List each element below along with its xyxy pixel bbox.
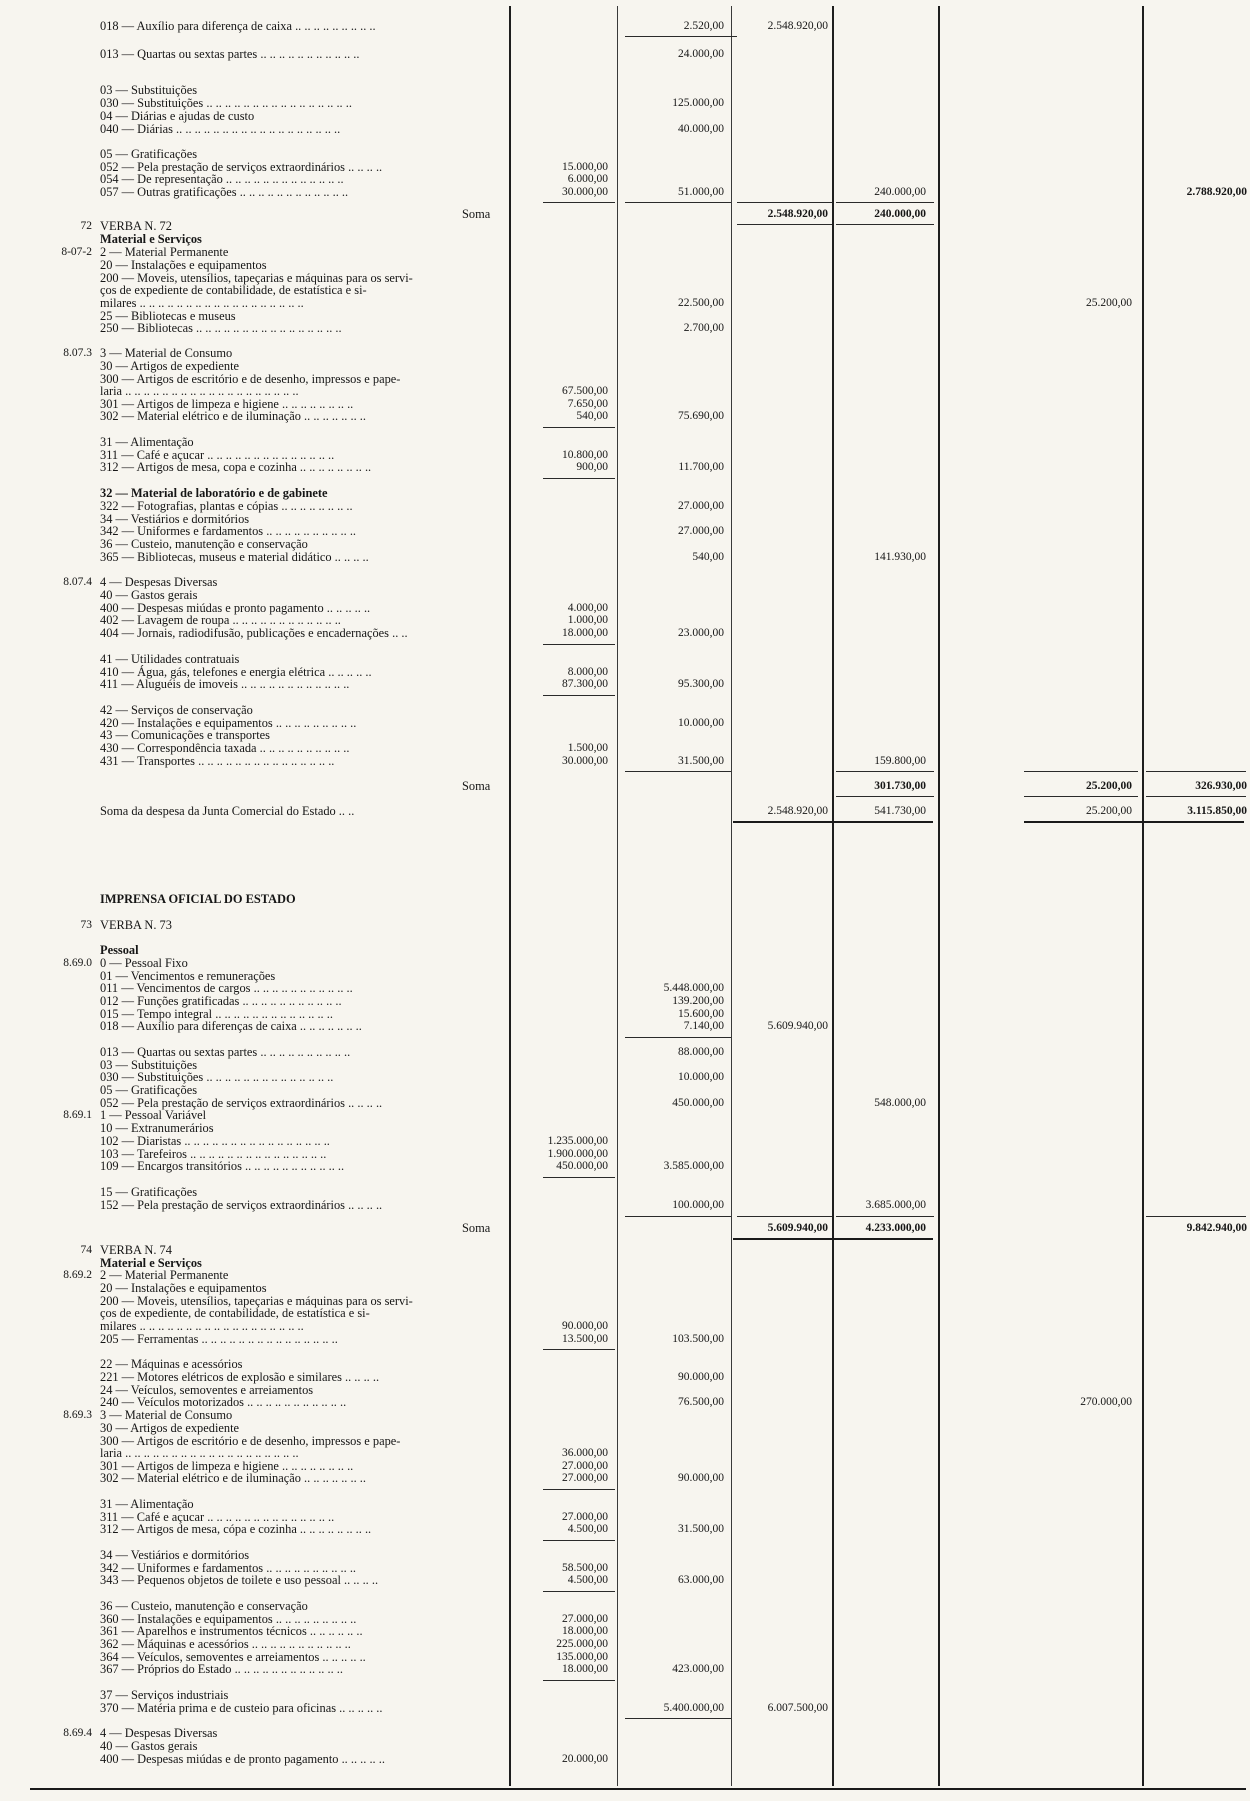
amount-a3: 2.548.920,00 — [767, 20, 828, 32]
total-rule — [737, 1216, 832, 1217]
line-item-text: 20 — Instalações e equipamentos — [100, 1281, 267, 1295]
classification-code: 8.69.4 — [63, 1727, 92, 1739]
amount-a2: 31.500,00 — [678, 755, 724, 767]
line-item-text: 312 — Artigos de mesa, cópa e cozinha .. .. .. .. .. .. .. .. — [100, 1522, 372, 1536]
amount-a2: 75.690,00 — [678, 410, 724, 422]
amount-a2: 23.000,00 — [678, 627, 724, 639]
line-item-text: 301 — Artigos de limpeza e higiene .. .. .. .. .. .. .. .. — [100, 397, 354, 411]
amount-a5: 25.200,00 — [1086, 780, 1132, 792]
amount-a2: 7.140,00 — [683, 1020, 724, 1032]
total-rule — [836, 1216, 934, 1217]
line-item-text: 342 — Uniformes e fardamentos .. .. .. .. .. .. .. .. .. .. — [100, 524, 357, 538]
classification-code: 72 — [80, 220, 92, 232]
line-item-text: 030 — Substituições .. .. .. .. .. .. .. .. .. .. .. .. .. .. .. .. — [100, 96, 352, 110]
total-rule — [625, 1718, 731, 1719]
amount-a1: 8.000,00 — [567, 666, 608, 678]
line-item-text: Pessoal — [100, 943, 139, 957]
classification-code: 8.69.1 — [63, 1109, 92, 1121]
line-item-text: 342 — Uniformes e fardamentos .. .. .. .. .. .. .. .. .. .. — [100, 1561, 357, 1575]
line-item-text: 360 — Instalações e equipamentos .. .. .. .. .. .. .. .. .. — [100, 1612, 357, 1626]
line-item-text: 200 — Moveis, utensílios, tapeçarias e máquinas para os servi- — [100, 1294, 413, 1308]
amount-a6: 3.115.850,00 — [1187, 805, 1247, 817]
amount-a1: 87.300,00 — [562, 678, 608, 690]
amount-a1: 1.500,00 — [567, 742, 608, 754]
line-item-text: laria .. .. .. .. .. .. .. .. .. .. .. .. .. .. .. .. .. .. .. — [100, 384, 299, 398]
amount-a2: 22.500,00 — [678, 297, 724, 309]
line-item-text: 364 — Veículos, semoventes e arreiamentos .. .. .. .. .. — [100, 1650, 366, 1664]
amount-a2: 40.000,00 — [678, 123, 724, 135]
total-rule — [543, 1489, 615, 1490]
amount-a1: 900,00 — [576, 461, 608, 473]
total-rule — [836, 771, 934, 772]
line-item-text: 343 — Pequenos objetos de toilete e uso pessoal .. .. .. .. — [100, 1573, 379, 1587]
soma-label: Soma — [462, 779, 491, 793]
total-rule — [836, 224, 934, 225]
line-item-text: 25 — Bibliotecas e museus — [100, 309, 236, 323]
amount-a2: 2.700,00 — [683, 322, 724, 334]
total-rule — [543, 695, 615, 696]
line-item-text: 400 — Despesas miúdas e pronto pagamento .. .. .. .. .. — [100, 601, 371, 615]
line-item-text: 103 — Tarefeiros .. .. .. .. .. .. .. .. .. .. .. .. .. .. .. — [100, 1147, 327, 1161]
column-rule — [832, 6, 834, 1786]
amount-a1: 4.500,00 — [567, 1523, 608, 1535]
line-item-text: 40 — Gastos gerais — [100, 588, 198, 602]
total-rule — [1024, 796, 1138, 797]
line-item-text: 311 — Café e açucar .. .. .. .. .. .. .. .. .. .. .. .. .. .. — [100, 1510, 335, 1524]
line-item-text: 420 — Instalações e equipamentos .. .. .. .. .. .. .. .. .. — [100, 716, 357, 730]
amount-a1: 4.000,00 — [567, 602, 608, 614]
amount-a4: 141.930,00 — [874, 551, 926, 563]
amount-a1: 36.000,00 — [562, 1447, 608, 1459]
amount-a1: 4.500,00 — [567, 1574, 608, 1586]
line-item-text: 10 — Extranumerários — [100, 1121, 214, 1135]
amount-a2: 540,00 — [692, 551, 724, 563]
amount-a6: 326.930,00 — [1195, 780, 1247, 792]
total-rule — [1146, 771, 1246, 772]
total-rule — [543, 202, 615, 203]
amount-a1: 540,00 — [576, 410, 608, 422]
classification-code: 8.07.3 — [63, 347, 92, 359]
line-item-text: 370 — Matéria prima e de custeio para oficinas .. .. .. .. .. — [100, 1701, 383, 1715]
line-item-text: 311 — Café e açucar .. .. .. .. .. .. .. .. .. .. .. .. .. .. — [100, 448, 335, 462]
amount-a1: 13.500,00 — [562, 1333, 608, 1345]
line-item-text: 20 — Instalações e equipamentos — [100, 258, 267, 272]
amount-a1: 27.000,00 — [562, 1511, 608, 1523]
amount-a2: 100.000,00 — [672, 1199, 724, 1211]
amount-a1: 135.000,00 — [556, 1651, 608, 1663]
line-item-text: 01 — Vencimentos e remunerações — [100, 969, 276, 983]
amount-a1: 1.900.000,00 — [547, 1148, 608, 1160]
line-item-text: 250 — Bibliotecas .. .. .. .. .. .. .. .. .. .. .. .. .. .. .. .. — [100, 321, 342, 335]
amount-a2: 15.600,00 — [678, 1008, 724, 1020]
total-rule — [625, 36, 737, 37]
total-rule — [737, 202, 832, 203]
line-item-text: ços de expediente, de contabilidade, de estatística e si- — [100, 1306, 370, 1320]
classification-code: 8.69.3 — [63, 1409, 92, 1421]
total-rule — [625, 1037, 731, 1038]
line-item-text: 312 — Artigos de mesa, copa e cozinha .. .. .. .. .. .. .. .. — [100, 460, 372, 474]
amount-a2: 10.000,00 — [678, 1071, 724, 1083]
line-item-text: 24 — Veículos, semoventes e arreiamentos — [100, 1383, 314, 1397]
line-item-text: 34 — Vestiários e dormitórios — [100, 1548, 250, 1562]
line-item-text: 200 — Moveis, utensílios, tapeçarias e máquinas para os servi- — [100, 271, 413, 285]
line-item-text: 300 — Artigos de escritório e de desenho, impressos e pape- — [100, 1434, 401, 1448]
amount-a1: 18.000,00 — [562, 627, 608, 639]
line-item-text: 31 — Alimentação — [100, 1497, 194, 1511]
amount-a4: 159.800,00 — [874, 755, 926, 767]
classification-code: 8-07-2 — [61, 246, 92, 258]
line-item-text: 411 — Aluguéis de imoveis .. .. .. .. .. .. .. .. .. .. .. .. — [100, 677, 350, 691]
amount-a5: 270.000,00 — [1080, 1396, 1132, 1408]
line-item-text: 300 — Artigos de escritório e de desenho, impressos e pape- — [100, 372, 401, 386]
line-item-text: 018 — Auxílio para diferenças de caixa .. .. .. .. .. .. .. — [100, 1019, 362, 1033]
line-item-text: Soma da despesa da Junta Comercial do Estado .. .. — [100, 804, 355, 818]
column-rule — [1142, 6, 1144, 1786]
line-item-text: 013 — Quartas ou sextas partes .. .. .. .. .. .. .. .. .. .. — [100, 1045, 351, 1059]
total-rule — [1024, 821, 1244, 823]
line-item-text: 36 — Custeio, manutenção e conservação — [100, 1599, 308, 1613]
total-rule — [543, 1349, 615, 1350]
amount-a4: 240.000,00 — [874, 186, 926, 198]
line-item-text: 30 — Artigos de expediente — [100, 1421, 240, 1435]
amount-a4: 301.730,00 — [874, 780, 926, 792]
amount-a3: 6.007.500,00 — [767, 1702, 828, 1714]
total-rule — [543, 1591, 615, 1592]
line-item-text: 32 — Material de laboratório e de gabinete — [100, 486, 328, 500]
amount-a2: 88.000,00 — [678, 1046, 724, 1058]
amount-a2: 423.000,00 — [672, 1663, 724, 1675]
total-rule — [733, 1238, 933, 1240]
amount-a1: 10.800,00 — [562, 449, 608, 461]
line-item-text: 322 — Fotografias, plantas e cópias .. .. .. .. .. .. .. .. — [100, 499, 353, 513]
amount-a6: 2.788.920,00 — [1186, 186, 1247, 198]
total-rule — [836, 202, 934, 203]
amount-a1: 450.000,00 — [556, 1160, 608, 1172]
line-item-text: 361 — Aparelhos e instrumentos técnicos .. .. .. .. .. .. — [100, 1624, 363, 1638]
amount-a2: 27.000,00 — [678, 525, 724, 537]
amount-a1: 30.000,00 — [562, 755, 608, 767]
line-item-text: 012 — Funções gratificadas .. .. .. .. .. .. .. .. .. .. .. — [100, 994, 342, 1008]
line-item-text: 04 — Diárias e ajudas de custo — [100, 109, 255, 123]
line-item-text: 057 — Outras gratificações .. .. .. .. .. .. .. .. .. .. .. .. — [100, 185, 349, 199]
classification-code: 8.07.4 — [63, 576, 92, 588]
line-item-text: 3 — Material de Consumo — [100, 1408, 233, 1422]
line-item-text: 03 — Substituições — [100, 83, 198, 97]
amount-a1: 15.000,00 — [562, 161, 608, 173]
line-item-text: 365 — Bibliotecas, museus e material didático .. .. .. .. — [100, 550, 369, 564]
amount-a1: 58.500,00 — [562, 1562, 608, 1574]
line-item-text: milares .. .. .. .. .. .. .. .. .. .. .. .. .. .. .. .. .. .. — [100, 1319, 304, 1333]
amount-a4: 240.000,00 — [874, 208, 926, 220]
amount-a2: 139.200,00 — [672, 995, 724, 1007]
amount-a1: 67.500,00 — [562, 385, 608, 397]
line-item-text: 31 — Alimentação — [100, 435, 194, 449]
column-rule — [938, 6, 940, 1786]
line-item-text: 221 — Motores elétricos de explosão e similares .. .. .. .. — [100, 1370, 380, 1384]
line-item-text: 011 — Vencimentos de cargos .. .. .. .. .. .. .. .. .. .. .. — [100, 981, 353, 995]
line-item-text: milares .. .. .. .. .. .. .. .. .. .. .. .. .. .. .. .. .. .. — [100, 296, 304, 310]
amount-a1: 27.000,00 — [562, 1472, 608, 1484]
total-rule — [1024, 771, 1138, 772]
amount-a2: 5.448.000,00 — [663, 982, 724, 994]
column-rule — [617, 6, 618, 1786]
amount-a3: 2.548.920,00 — [767, 805, 828, 817]
line-item-text: 430 — Correspondência taxada .. .. .. .. .. .. .. .. .. .. — [100, 741, 350, 755]
line-item-text: 052 — Pela prestação de serviços extraordinários .. .. .. .. — [100, 1096, 383, 1110]
line-item-text: Material e Serviços — [100, 232, 202, 246]
total-rule — [733, 821, 933, 823]
amount-a2: 125.000,00 — [672, 97, 724, 109]
amount-a1: 225.000,00 — [556, 1638, 608, 1650]
total-rule — [543, 1540, 615, 1541]
line-item-text: 2 — Material Permanente — [100, 1268, 229, 1282]
amount-a2: 27.000,00 — [678, 500, 724, 512]
total-rule — [1146, 796, 1246, 797]
line-item-text: 41 — Utilidades contratuais — [100, 652, 240, 666]
line-item-text: 4 — Despesas Diversas — [100, 575, 218, 589]
amount-a2: 90.000,00 — [678, 1472, 724, 1484]
line-item-text: 05 — Gratificações — [100, 1083, 198, 1097]
amount-a2: 5.400.000,00 — [663, 1702, 724, 1714]
amount-a1: 6.000,00 — [567, 173, 608, 185]
classification-code: 8.69.0 — [63, 957, 92, 969]
line-item-text: 05 — Gratificações — [100, 147, 198, 161]
amount-a1: 18.000,00 — [562, 1625, 608, 1637]
line-item-text: 302 — Material elétrico e de iluminação .. .. .. .. .. .. .. — [100, 409, 366, 423]
amount-a1: 7.650,00 — [567, 398, 608, 410]
total-rule — [836, 796, 934, 797]
classification-code: 8.69.2 — [63, 1269, 92, 1281]
total-rule — [625, 1216, 731, 1217]
amount-a4: 548.000,00 — [874, 1097, 926, 1109]
line-item-text: 410 — Água, gás, telefones e energia elétrica .. .. .. .. .. — [100, 665, 372, 679]
line-item-text: 240 — Veículos motorizados .. .. .. .. .. .. .. .. .. .. .. — [100, 1395, 347, 1409]
line-item-text: 109 — Encargos transitórios .. .. .. .. .. .. .. .. .. .. .. — [100, 1159, 345, 1173]
line-item-text: 0 — Pessoal Fixo — [100, 956, 188, 970]
amount-a2: 51.000,00 — [678, 186, 724, 198]
amount-a4: 541.730,00 — [874, 805, 926, 817]
amount-a1: 27.000,00 — [562, 1460, 608, 1472]
amount-a1: 20.000,00 — [562, 1753, 608, 1765]
amount-a2: 76.500,00 — [678, 1396, 724, 1408]
amount-a2: 10.000,00 — [678, 717, 724, 729]
classification-code: 74 — [80, 1244, 92, 1256]
line-item-text: VERBA N. 73 — [100, 918, 172, 932]
line-item-text: 431 — Transportes .. .. .. .. .. .. .. .. .. .. .. .. .. .. .. — [100, 754, 335, 768]
amount-a6: 9.842.940,00 — [1186, 1222, 1247, 1234]
line-item-text: VERBA N. 72 — [100, 219, 172, 233]
line-item-text: 4 — Despesas Diversas — [100, 1726, 218, 1740]
total-rule — [625, 771, 731, 772]
line-item-text: laria .. .. .. .. .. .. .. .. .. .. .. .. .. .. .. .. .. .. .. — [100, 1446, 299, 1460]
line-item-text: 367 — Próprios do Estado .. .. .. .. .. .. .. .. .. .. .. .. — [100, 1662, 343, 1676]
amount-a2: 11.700,00 — [678, 461, 724, 473]
line-item-text: 42 — Serviços de conservação — [100, 703, 253, 717]
soma-label: Soma — [462, 1221, 491, 1235]
line-item-text: 03 — Substituições — [100, 1058, 198, 1072]
line-item-text: 054 — De representação .. .. .. .. .. .. .. .. .. .. .. .. .. — [100, 172, 344, 186]
total-rule — [737, 224, 832, 225]
line-item-text: 052 — Pela prestação de serviços extraordinários .. .. .. .. — [100, 160, 383, 174]
amount-a2: 103.500,00 — [672, 1333, 724, 1345]
amount-a1: 18.000,00 — [562, 1663, 608, 1675]
line-item-text: 30 — Artigos de expediente — [100, 359, 240, 373]
line-item-text: 43 — Comunicações e transportes — [100, 728, 270, 742]
column-rule — [731, 6, 732, 1786]
line-item-text: 015 — Tempo integral .. .. .. .. .. .. .. .. .. .. .. .. .. — [100, 1007, 333, 1021]
line-item-text: 102 — Diaristas .. .. .. .. .. .. .. .. .. .. .. .. .. .. .. .. — [100, 1134, 330, 1148]
line-item-text: 302 — Material elétrico e de iluminação .. .. .. .. .. .. .. — [100, 1471, 366, 1485]
amount-a2: 3.585.000,00 — [663, 1160, 724, 1172]
line-item-text: ços de expediente de contabilidade, de estatística e si- — [100, 283, 367, 297]
line-item-text: 013 — Quartas ou sextas partes .. .. .. .. .. .. .. .. .. .. .. — [100, 47, 360, 61]
amount-a2: 90.000,00 — [678, 1371, 724, 1383]
amount-a5: 25.200,00 — [1086, 297, 1132, 309]
total-rule — [543, 644, 615, 645]
line-item-text: VERBA N. 74 — [100, 1243, 172, 1257]
classification-code: 73 — [80, 919, 92, 931]
line-item-text: 404 — Jornais, radiodifusão, publicações e encadernações .. .. — [100, 626, 408, 640]
total-rule — [1146, 1216, 1246, 1217]
total-rule — [543, 427, 615, 428]
line-item-text: 152 — Pela prestação de serviços extraordinários .. .. .. .. — [100, 1198, 383, 1212]
line-item-text: 37 — Serviços industriais — [100, 1688, 229, 1702]
amount-a4: 3.685.000,00 — [865, 1199, 926, 1211]
amount-a3: 5.609.940,00 — [767, 1222, 828, 1234]
line-item-text: 3 — Material de Consumo — [100, 346, 233, 360]
amount-a1: 90.000,00 — [562, 1320, 608, 1332]
line-item-text: IMPRENSA OFICIAL DO ESTADO — [100, 892, 296, 906]
line-item-text: Material e Serviços — [100, 1256, 202, 1270]
line-item-text: 1 — Pessoal Variável — [100, 1108, 207, 1122]
line-item-text: 36 — Custeio, manutenção e conservação — [100, 537, 308, 551]
page-bottom-rule — [30, 1788, 1246, 1790]
line-item-text: 030 — Substituições .. .. .. .. .. .. .. .. .. .. .. .. .. .. — [100, 1070, 334, 1084]
line-item-text: 2 — Material Permanente — [100, 245, 229, 259]
amount-a3: 2.548.920,00 — [767, 208, 828, 220]
amount-a1: 30.000,00 — [562, 186, 608, 198]
amount-a5: 25.200,00 — [1086, 805, 1132, 817]
line-item-text: 400 — Despesas miúdas e de pronto pagamento .. .. .. .. .. — [100, 1752, 385, 1766]
amount-a3: 5.609.940,00 — [767, 1020, 828, 1032]
line-item-text: 018 — Auxílio para diferença de caixa .. .. .. .. .. .. .. .. .. — [100, 19, 376, 33]
amount-a1: 1.235.000,00 — [547, 1135, 608, 1147]
line-item-text: 362 — Máquinas e acessórios .. .. .. .. .. .. .. .. .. .. .. — [100, 1637, 351, 1651]
total-rule — [625, 202, 731, 203]
amount-a2: 2.520,00 — [683, 20, 724, 32]
amount-a2: 31.500,00 — [678, 1523, 724, 1535]
line-item-text: 15 — Gratificações — [100, 1185, 198, 1199]
amount-a2: 24.000,00 — [678, 48, 724, 60]
amount-a2: 450.000,00 — [672, 1097, 724, 1109]
line-item-text: 40 — Gastos gerais — [100, 1739, 198, 1753]
line-item-text: 301 — Artigos de limpeza e higiene .. .. .. .. .. .. .. .. — [100, 1459, 354, 1473]
line-item-text: 402 — Lavagem de roupa .. .. .. .. .. .. .. .. .. .. .. .. — [100, 613, 341, 627]
line-item-text: 34 — Vestiários e dormitórios — [100, 512, 250, 526]
soma-label: Soma — [462, 207, 491, 221]
total-rule — [543, 478, 615, 479]
line-item-text: 205 — Ferramentas .. .. .. .. .. .. .. .. .. .. .. .. .. .. .. — [100, 1332, 338, 1346]
total-rule — [543, 1680, 615, 1681]
amount-a2: 95.300,00 — [678, 678, 724, 690]
amount-a1: 1.000,00 — [567, 614, 608, 626]
total-rule — [543, 1177, 615, 1178]
line-item-text: 22 — Máquinas e acessórios — [100, 1357, 243, 1371]
amount-a4: 4.233.000,00 — [865, 1222, 926, 1234]
amount-a2: 63.000,00 — [678, 1574, 724, 1586]
amount-a1: 27.000,00 — [562, 1613, 608, 1625]
line-item-text: 040 — Diárias .. .. .. .. .. .. .. .. .. .. .. .. .. .. .. .. .. .. — [100, 122, 341, 136]
